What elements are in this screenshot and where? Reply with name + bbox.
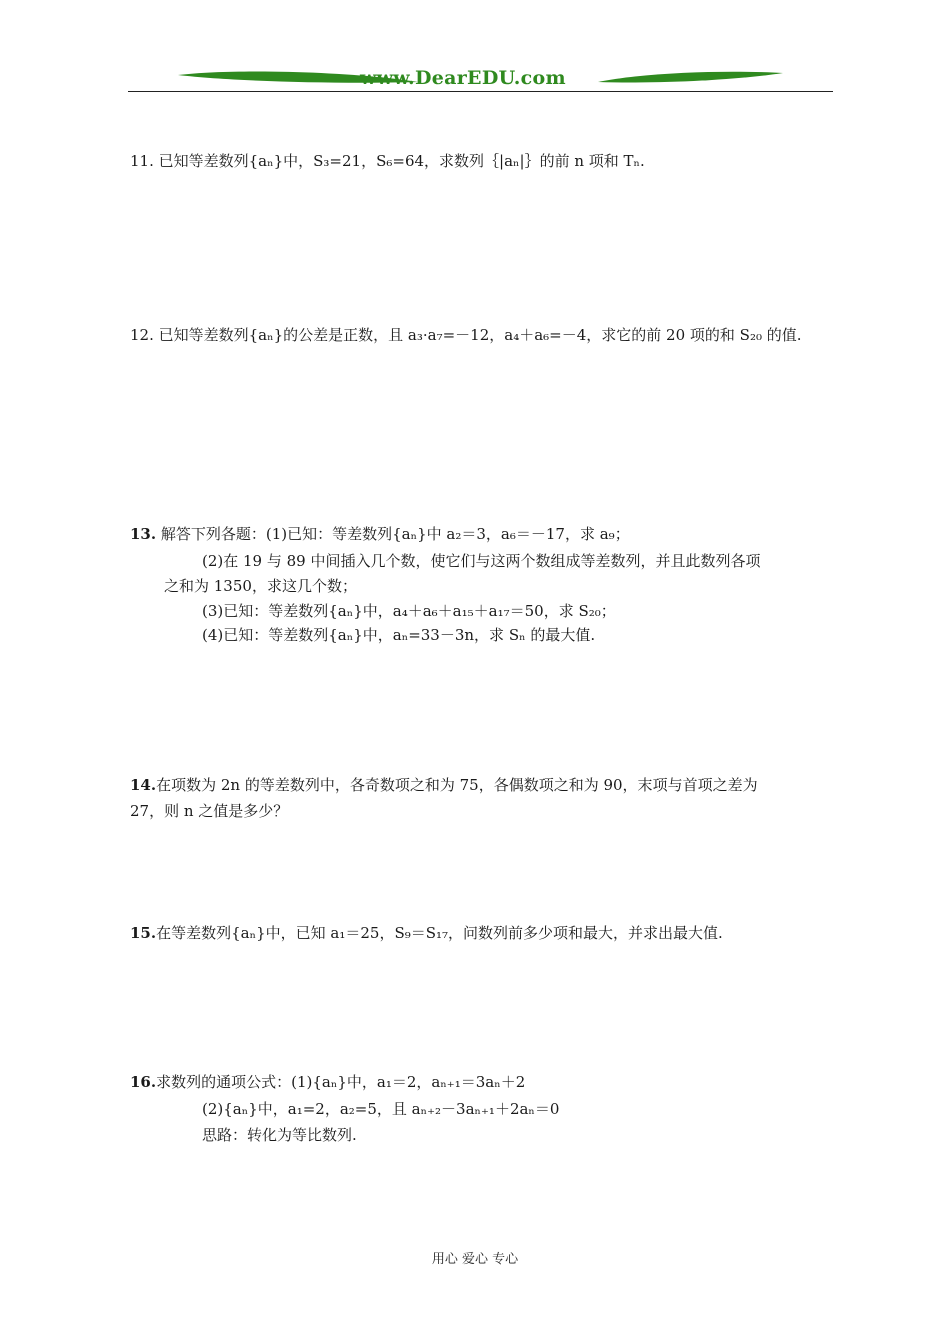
problem-16-part2 <box>130 1097 882 1121</box>
green-leaf-right-icon <box>598 70 783 84</box>
problem-13-line2: (2)在 19 与 89 中间插入几个数，使它们与这两个数组成等差数列，并且此数列各项 <box>202 552 761 570</box>
footer-text: 用心 爱心 专心 <box>431 1252 519 1267</box>
problem-16-line1: 求数列的通项公式：(1){aₙ}中，a₁＝2，aₙ₊₁＝3aₙ＋2 <box>156 1073 526 1091</box>
problem-13-line4: (3)已知：等差数列{aₙ}中，a₄＋a₆＋a₁₅＋a₁₇＝50，求 S₂₀； <box>202 602 616 620</box>
problem-16-line3: 思路：转化为等比数列. <box>202 1126 357 1144</box>
problem-13-part2 <box>130 549 882 573</box>
problem-12 <box>130 323 820 347</box>
page-header <box>128 62 833 92</box>
problem-13-part4 <box>130 623 882 647</box>
problem-15 <box>130 921 810 945</box>
problem-12-text: 12. 已知等差数列{aₙ}的公差是正数，且 a₃·a₇=－12，a₄＋a₆=－4，求它的前 20 项的和 S₂₀ 的值. <box>130 326 802 344</box>
problem-13 <box>130 522 810 546</box>
header-rule <box>128 91 833 92</box>
problem-14-line2: 27，则 n 之值是多少？ <box>130 802 289 820</box>
problem-14-label: 14. <box>130 776 157 794</box>
problem-11-text: 11. 已知等差数列{aₙ}中，S₃=21，S₆=64，求数列｛|aₙ|｝的前 n 项和 Tₙ. <box>130 152 645 170</box>
problem-15-text: 在等差数列{aₙ}中，已知 a₁＝25，S₉＝S₁₇，问数列前多少项和最大，并求出最大值. <box>156 924 723 942</box>
problem-13-part3 <box>130 599 882 623</box>
problem-16-hint <box>130 1123 882 1147</box>
problem-14-cont <box>130 799 810 823</box>
problem-14-line1: 在项数为 2n 的等差数列中，各奇数项之和为 75，各偶数项之和为 90，末项与首项之差为 <box>156 776 758 794</box>
problem-13-line3: 之和为 1350，求这几个数； <box>164 577 357 595</box>
problem-16-label: 16. <box>130 1073 157 1091</box>
problem-16 <box>130 1070 810 1094</box>
problem-11 <box>130 149 810 173</box>
problem-13-label: 13. <box>130 525 157 543</box>
problem-14 <box>130 773 810 797</box>
problem-16-line2: (2){aₙ}中，a₁=2，a₂=5，且 aₙ₊₂－3aₙ₊₁＋2aₙ＝0 <box>202 1100 560 1118</box>
site-url[interactable]: www.DearEDU.com <box>360 67 566 89</box>
problem-13-line1: 解答下列各题：(1)已知：等差数列{aₙ}中 a₂＝3，a₆＝－17，求 a₉； <box>160 525 630 543</box>
problem-13-part2-cont <box>130 574 844 598</box>
page-footer <box>0 1248 950 1267</box>
problem-15-label: 15. <box>130 924 157 942</box>
problem-13-line5: (4)已知：等差数列{aₙ}中，aₙ=33－3n，求 Sₙ 的最大值. <box>202 626 596 644</box>
